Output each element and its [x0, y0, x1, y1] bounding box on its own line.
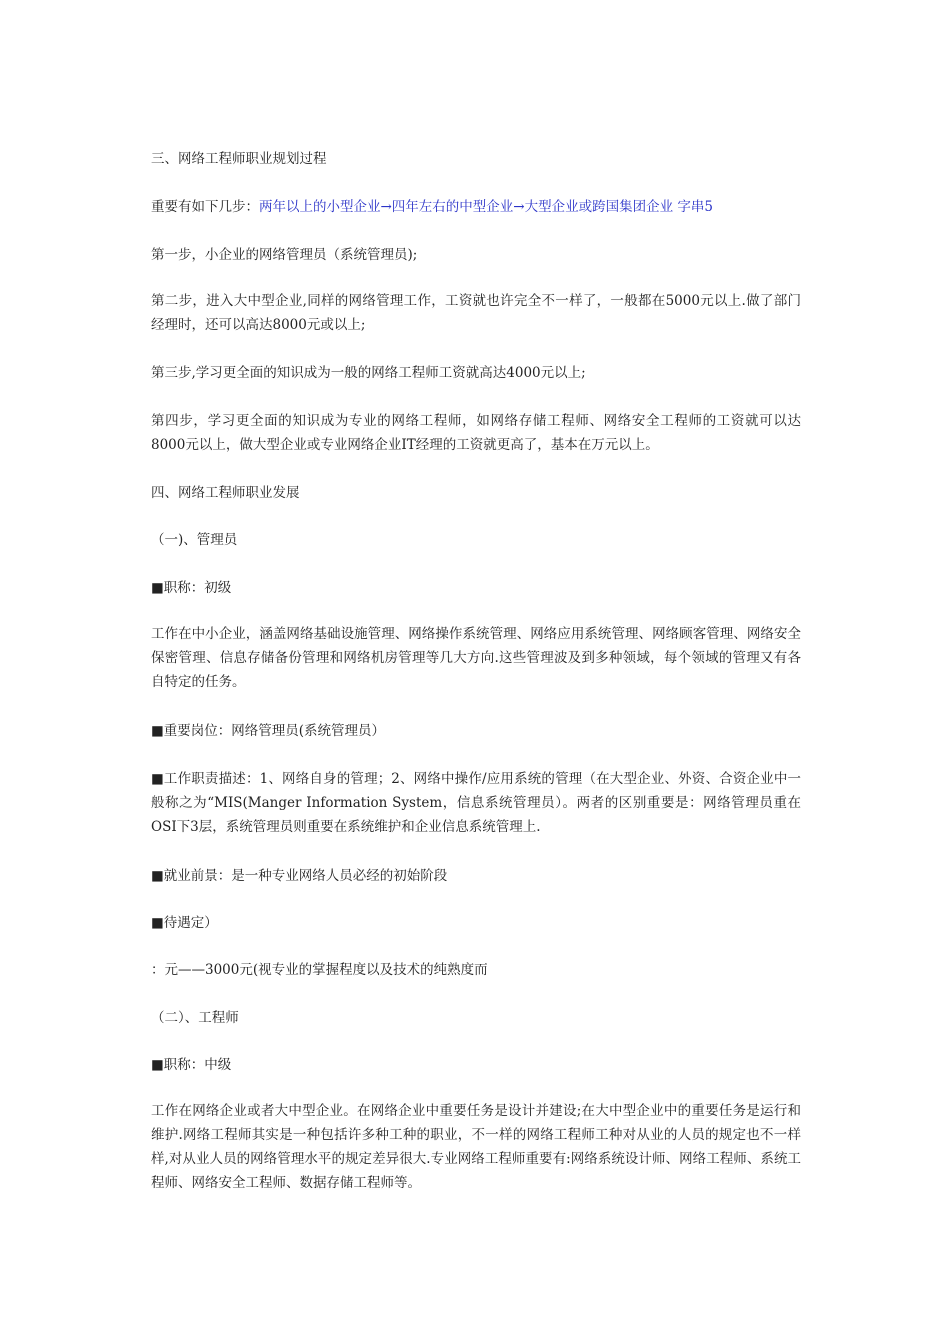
- sub1-title: ■职称：初级: [151, 580, 232, 596]
- step-1: 第一步，小企业的网络管理员（系统管理员);: [151, 247, 418, 263]
- sub1-salary-value: ：元——3000元(视专业的掌握程度以及技术的纯熟度而: [151, 962, 488, 978]
- sub2-heading: （二）、工程师: [151, 1010, 239, 1026]
- step-2: 第二步，进入大中型企业,同样的网络管理工作，工资就也许完全不一样了，一般都在5000元以上.做了部门经理时，还可以高达8000元或以上;: [151, 293, 801, 333]
- step-3: 第三步,学习更全面的知识成为一般的网络工程师工资就高达4000元以上;: [151, 365, 586, 381]
- steps-intro-label: 重要有如下几步：: [151, 199, 259, 215]
- sub1-duties: ■工作职责描述：1、网络自身的管理；2、网络中操作/应用系统的管理（在大型企业、外资、合资企业中一般称之为“MIS(Manger Information System，信息系统管理员）。两者的区别重要是：网络管理员重在OSI下3层，系统管理员则重要在系统维护和企业信息系统管理上.: [151, 771, 801, 835]
- steps-intro: [151, 195, 801, 219]
- sub1-prospect: ■就业前景：是一种专业网络人员必经的初始阶段: [151, 868, 448, 884]
- steps-intro-link[interactable]: 两年以上的小型企业→四年左右的中型企业→大型企业或跨国集团企业 字串5: [259, 199, 714, 215]
- sub1-post: ■重要岗位：网络管理员(系统管理员）: [151, 723, 386, 739]
- step-4: 第四步，学习更全面的知识成为专业的网络工程师，如网络存储工程师、网络安全工程师的工资就可以达8000元以上，做大型企业或专业网络企业IT经理的工资就更高了，基本在万元以上。: [151, 413, 801, 453]
- sub1-description: 工作在中小企业，涵盖网络基础设施管理、网络操作系统管理、网络应用系统管理、网络顾客管理、网络安全保密管理、信息存储备份管理和网络机房管理等几大方向.这些管理波及到多种领域，每个领域的管理又有各自特定的任务。: [151, 626, 801, 690]
- sub2-title: ■职称：中级: [151, 1057, 232, 1073]
- sub1-heading: （一)、管理员: [151, 532, 238, 548]
- section4-heading: 四、网络工程师职业发展: [151, 485, 300, 501]
- sub1-salary-label: ■待遇定）: [151, 915, 218, 931]
- section3-heading: 三、网络工程师职业规划过程: [151, 151, 327, 167]
- sub2-description: 工作在网络企业或者大中型企业。在网络企业中重要任务是设计并建设;在大中型企业中的重要任务是运行和维护.网络工程师其实是一种包括许多种工种的职业，不一样的网络工程师工种对从业的人员的规定也不一样样,对从业人员的网络管理水平的规定差异很大.专业网络工程师重要有:网络系统设计师、网络工程师、系统工程师、网络安全工程师、数据存储工程师等。: [151, 1103, 801, 1191]
